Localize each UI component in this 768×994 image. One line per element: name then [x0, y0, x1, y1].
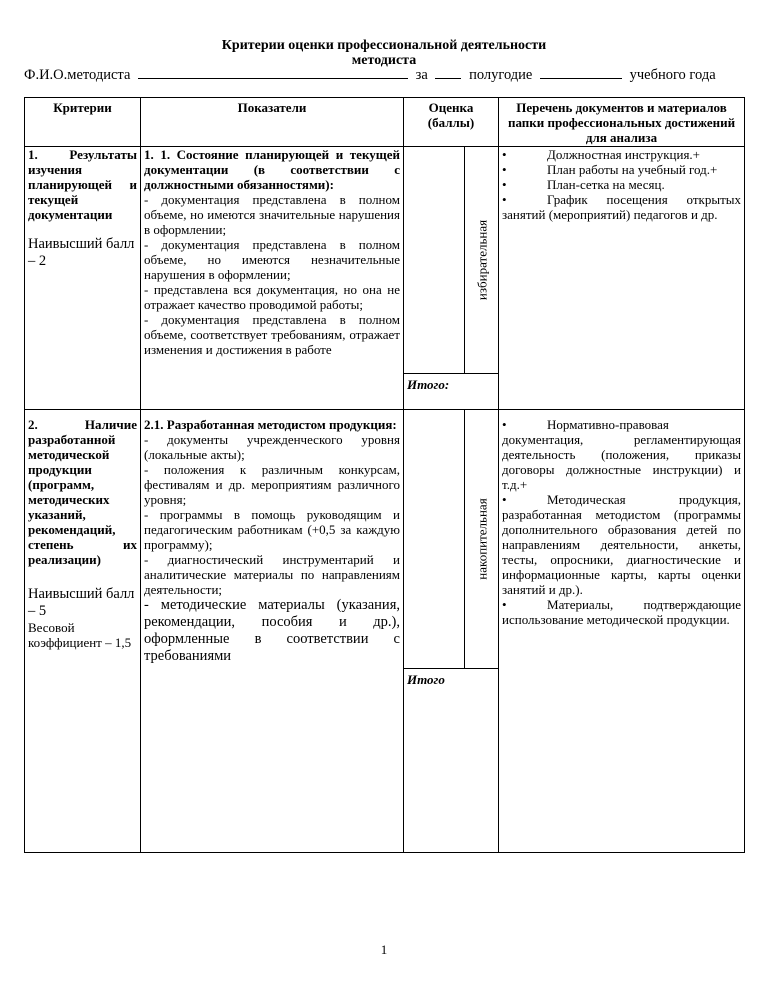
list-item: • Материалы, подтверждающие использование методической продукции.: [502, 597, 742, 627]
fio-blank[interactable]: [138, 77, 408, 79]
page-number: 1: [380, 942, 388, 957]
list-item: • График посещения открытых занятий (мероприятий) педагогов и др.: [502, 192, 742, 222]
score-type-label: избирательная: [474, 219, 489, 301]
indicator-item: - диагностический инструментарий и аналитические материалы по направлениям деятельности;: [144, 552, 400, 597]
criterion-weight: Весовой коэффициент – 1,5: [28, 620, 132, 650]
table-row: [25, 147, 745, 374]
za-label: за: [415, 67, 428, 83]
criteria-table: [24, 97, 745, 853]
score-value-cell-2[interactable]: [404, 410, 465, 669]
criterion-title: 2. Наличие разработанной методической продукции (программ, методических указаний, рекомендаций, степень их реализации): [28, 417, 137, 567]
indicator-item: - положения к различным конкурсам, фестивалям и др. мероприятиям различного уровня;: [144, 462, 400, 507]
list-item: • План-сетка на месяц.: [502, 177, 665, 192]
table-header-row: [25, 98, 745, 147]
indicator-item: - документация представлена в полном объеме, соответствует требованиям, отражает изменения и достижения в работе: [144, 312, 400, 357]
year-blank[interactable]: [540, 77, 622, 79]
score-type-cell-2: [465, 410, 499, 669]
header-score: Оценка (баллы): [404, 98, 499, 147]
criterion-cell-1: [25, 147, 141, 410]
fio-line: [24, 67, 716, 84]
fio-label: Ф.И.О.методиста: [24, 67, 131, 83]
itogo-cell-2[interactable]: Итого: [404, 669, 499, 853]
year-label: учебного года: [629, 67, 716, 83]
score-type-label: накопительная: [474, 498, 489, 580]
doc-title-line1: Критерии оценки профессиональной деятельности: [221, 38, 547, 53]
header-documents: Перечень документов и материалов папки профессиональных достижений для анализа: [499, 98, 745, 147]
indicator-item: - документация представлена в полном объеме, но имеются незначительные нарушения в оформлении;: [144, 237, 400, 282]
list-item: • План работы на учебный год.+: [502, 162, 718, 177]
doc-title-line2: методиста: [351, 53, 417, 68]
list-item: • Нормативно-правовая документация, регламентирующая деятельность (положения, приказы договоры должностные инструкции) и т.д.+: [502, 417, 742, 492]
itogo-cell-1[interactable]: Итого:: [404, 374, 499, 410]
indicator-title: 2.1. Разработанная методистом продукция:: [144, 417, 397, 432]
polugodie-label: полугодие: [469, 67, 533, 83]
score-type-cell-1: [465, 147, 499, 374]
criterion-title: 1. Результаты изучения планирующей и текущей документации: [28, 147, 137, 222]
criterion-cell-2: [25, 410, 141, 853]
indicator-item: - методические материалы (указания, рекомендации, пособия и др.), оформленные в соответствии с требованиями: [144, 597, 400, 664]
table-row: [25, 410, 745, 669]
criterion-max-score: Наивысший балл – 2: [28, 236, 135, 269]
documents-cell-2: [499, 410, 745, 853]
indicator-cell-2: [141, 410, 404, 853]
indicator-cell-1: [141, 147, 404, 410]
header-criteria: Критерии: [25, 98, 141, 147]
indicator-item: - представлена вся документация, но она не отражает качество проводимой работы;: [144, 282, 400, 312]
score-value-cell-1[interactable]: [404, 147, 465, 374]
indicator-item: - программы в помощь руководящим и педагогическим работникам (+0,5 за каждую программу);: [144, 507, 400, 552]
documents-cell-1: [499, 147, 745, 410]
indicator-item: - документация представлена в полном объеме, но имеются значительные нарушения в оформлении;: [144, 192, 400, 237]
half-year-blank[interactable]: [435, 77, 461, 79]
indicator-title: 1. 1. Состояние планирующей и текущей документации (в соответствии с должностными обязанностями):: [144, 147, 400, 192]
criterion-max-score: Наивысший балл – 5: [28, 586, 135, 619]
header-indicators: Показатели: [141, 98, 404, 147]
indicator-item: - документы учрежденческого уровня (локальные акты);: [144, 432, 400, 462]
list-item: • Методическая продукция, разработанная методистом (программы дополнительного образования детей по направлениям деятельности, анкеты, тесты, опросники, диагностические и информационные карты, карты оценки занятий и др.).: [502, 492, 742, 597]
list-item: • Должностная инструкция.+: [502, 147, 701, 162]
